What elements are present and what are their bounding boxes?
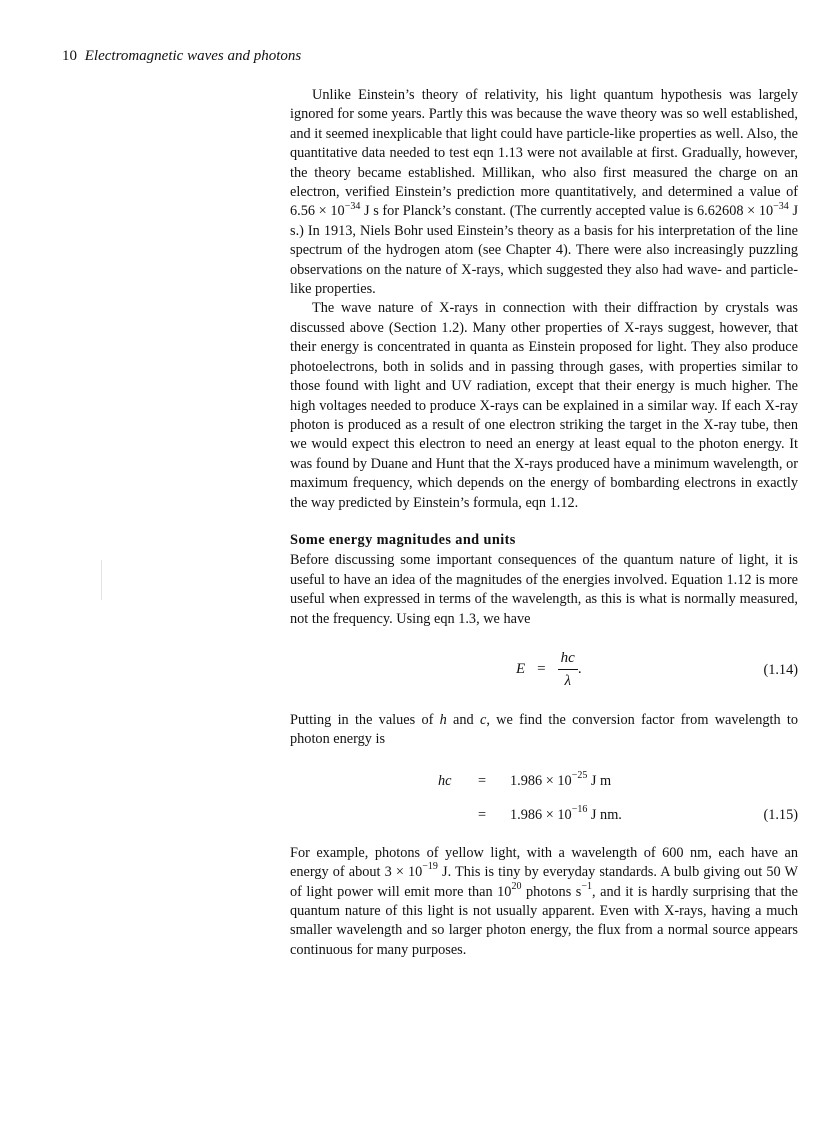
eq-lhs: hc (438, 772, 452, 789)
eq-equals: = (478, 772, 487, 789)
eq-equals: = (537, 660, 546, 677)
eq-value-joule-metre: $1.986 \times 10^{-25}$ J m (510, 770, 612, 789)
text-column (290, 86, 798, 960)
equation-number: (1.14) (763, 661, 798, 678)
eq-equals: = (478, 806, 487, 823)
eq-value-joule-nanometre: $1.986 \times 10^{-16}$ J nm. (510, 804, 622, 823)
equation-1-14 (290, 641, 798, 701)
margin-rule (101, 560, 102, 600)
section-heading: Some energy magnitudes and units (290, 531, 516, 548)
paragraph-einstein-hypothesis: Unlike Einstein’s theory of relativity, his light quantum hypothesis was largely ignored for some years. Partly this was because the wave theory was so well established, and it seemed inexplicable that light could have particle-like properties as well. Also, the quantitative data needed to test eqn 1.13 were not available at first. Gradually, however, the theory became established. Millikan, who also first measured the charge on an electron, verified Einstein’s prediction more quantitatively, and determined a value of $6.56 \times 10^{-34}$ J s for Planck’s constant. (The currently accepted value is $6.62608 \times 10^{-34}$ J s.) In 1913, Niels Bohr used Einstein’s theory as a basis for his interpretation of the line spectrum of the hydrogen atom (see Chapter 4). There were also increasingly puzzling observations on the nature of X-rays, which suggested they also had wave- and particle-like properties. (290, 87, 799, 298)
paragraph-energy-intro: Before discussing some important consequences of the quantum nature of light, it is useful to have an idea of the magnitudes of the energies involved. Equation 1.12 is more useful when expressed in terms of the wavelength, as this is what is normally measured, not the frequency. Using eqn 1.3, we have (290, 552, 798, 627)
eq-lhs: E (516, 660, 526, 677)
running-head-title: Electromagnetic waves and photons (84, 48, 302, 64)
equation-number: (1.15) (763, 806, 798, 823)
paragraph-conversion: Putting in the values of h and c, we find the conversion factor from wavelength to photon energy is (290, 711, 798, 748)
paragraph-xray-nature: The wave nature of X-rays in connection with their diffraction by crystals was discussed above (Section 1.2). Many other properties of X-rays suggest, however, that their energy is concentrated in quanta as Einstein proposed for light. They also produce photoelectrons, both in solids and in passing through gases, with properties similar to those found with light and UV radiation, except that their energy is much higher. The high voltages needed to produce X-rays can be explained in a similar way. If each X-ray photon is produced as a result of one electron striking the target in the X-ray tube, then we would expect this electron to need an energy at least equal to the photon energy. It was found by Duane and Hunt that the X-rays produced have a minimum wavelength, or maximum frequency, which depends on the energy of bombarding electrons in exactly the way predicted by Einstein’s formula, eqn 1.12. (290, 300, 798, 511)
page-number: 10 (62, 48, 77, 64)
equation-1-15 (290, 764, 798, 832)
paragraph-example: For example, photons of yellow light, with a wavelength of 600 nm, each have an energy of about $3 \times 10^{-19}$ J. This is tiny by everyday standards. A bulb giving out 50 W of light power will emit more than $10^{20}$ photons $s^{-1}$, and it is hardly surprising that the quantum nature of this light is not usually apparent. Even with X-rays, having a much smaller wavelength and so larger photon energy, the flux from a normal source appears continuous for many purposes. (290, 844, 798, 958)
eq-denominator: λ (564, 672, 571, 689)
eq-numerator: hc (558, 649, 578, 670)
running-head (62, 48, 301, 65)
eq-fraction (558, 649, 578, 690)
eq-period: . (577, 660, 582, 677)
